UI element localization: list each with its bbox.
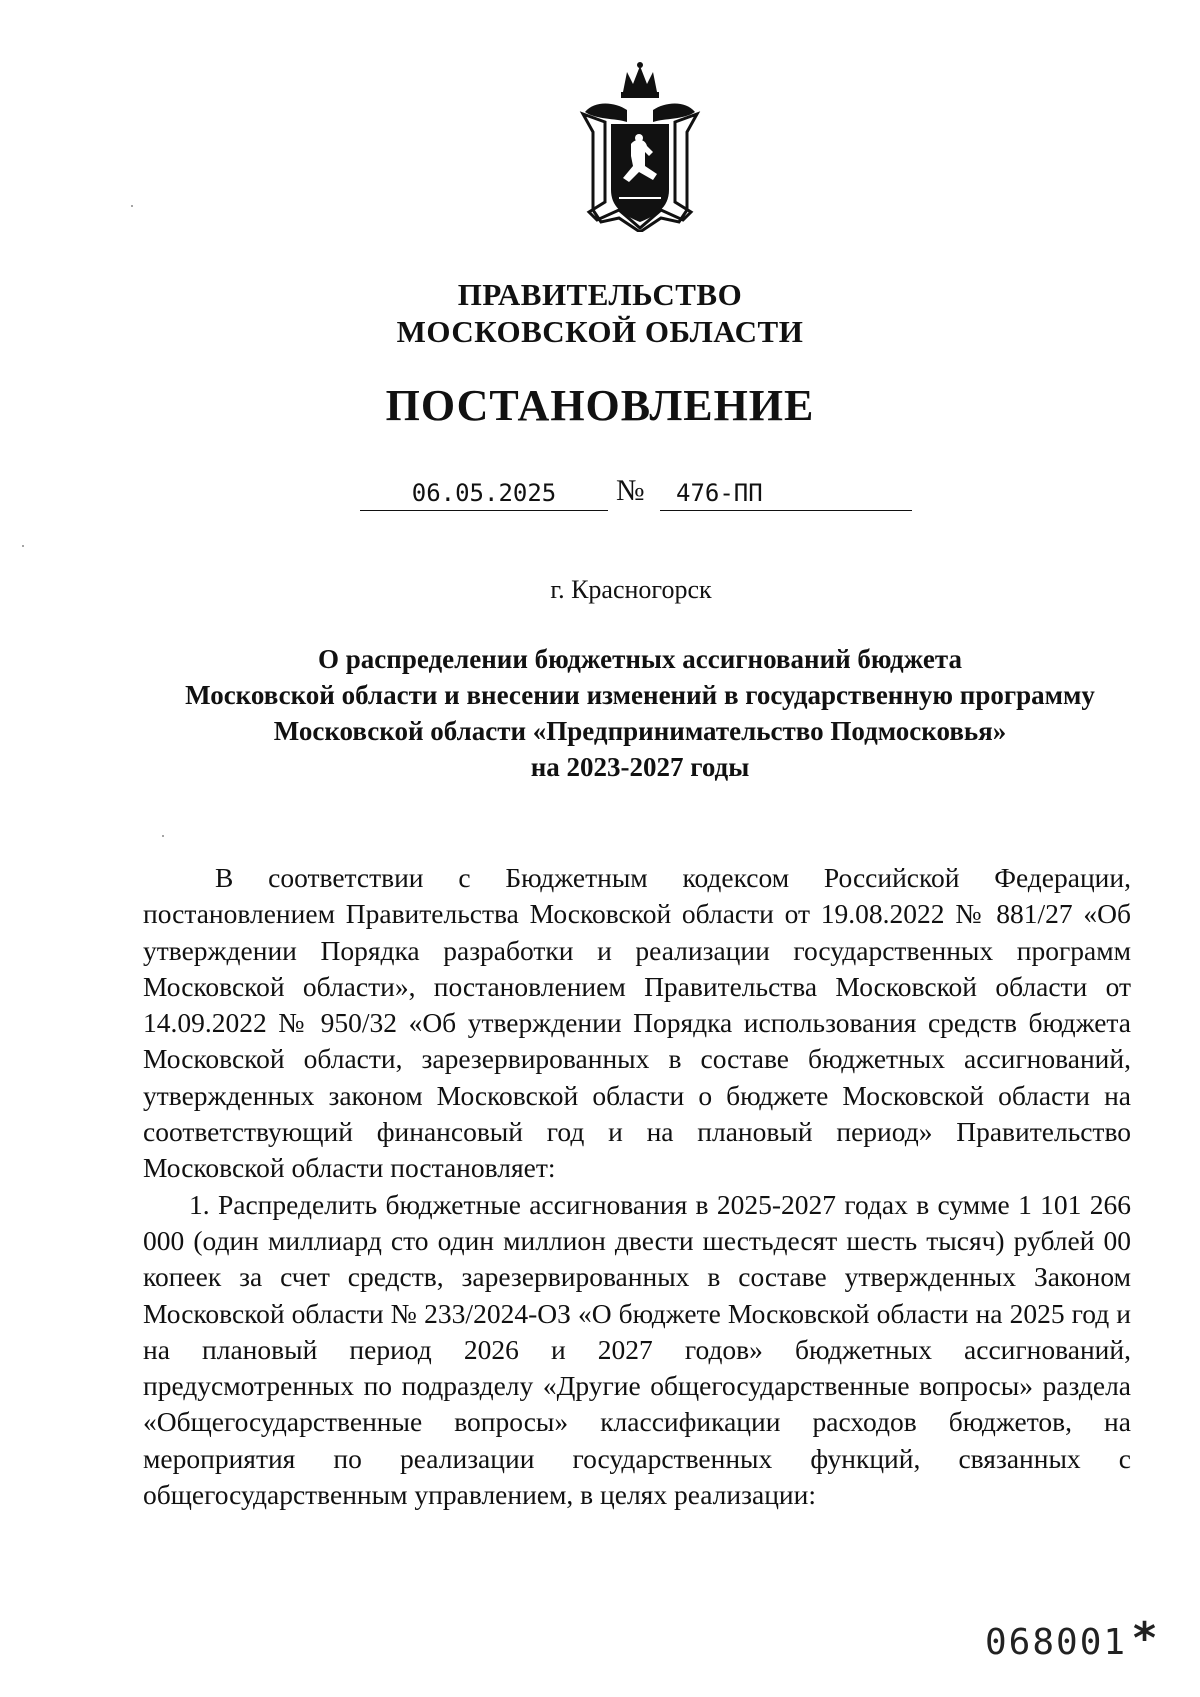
org-name-line1: ПРАВИТЕЛЬСТВО [457, 277, 743, 312]
subject-line: Московской области и внесении изменений в государственную программу [185, 680, 1095, 710]
document-body [143, 860, 1131, 1513]
org-name-line2: МОСКОВСКОЙ ОБЛАСТИ [396, 314, 804, 349]
item-1-paragraph: 1. Распределить бюджетные ассигнования в 2025-2027 годах в сумме 1 101 266 000 (один миллиард сто один миллион двести шестьдесят шесть тысяч) рублей 00 копеек за счет средств, зарезервированных в составе утвержденных Законом Московской области № 233/2024-ОЗ «О бюджете Московской области на 2025 год и на плановый период 2026 и 2027 годов» бюджетных ассигнований, предусмотренных по подразделу «Другие общегосударственные вопросы» раздела «Общегосударственные вопросы» классификации расходов бюджетов, на мероприятия по реализации государственных функций, связанных с общегосударственным управлением, в целях реализации: [143, 1188, 1131, 1511]
subject-line: на 2023-2027 годы [530, 752, 750, 782]
scan-speck [131, 205, 133, 207]
scan-speck [162, 835, 164, 837]
document-date: 06.05.2025 [411, 479, 557, 507]
document-subject [150, 641, 1130, 785]
city-name: г. Красногорск [550, 575, 712, 604]
document-type-title: ПОСТАНОВЛЕНИЕ [385, 381, 815, 430]
subject-line: О распределении бюджетных ассигнований бюджета [318, 644, 962, 674]
document-date-field [360, 478, 608, 511]
subject-line: Московской области «Предпринимательство Подмосковья» [273, 716, 1007, 746]
document-number: 476-ПП [676, 479, 763, 507]
document-number-field [660, 478, 912, 511]
document-serial-code: 068001 [985, 1622, 1128, 1663]
scan-speck [22, 545, 24, 547]
asterisk-mark: * [1133, 1613, 1157, 1664]
coat-of-arms-icon [575, 62, 705, 232]
number-sign: № [616, 474, 645, 507]
preamble-paragraph: В соответствии с Бюджетным кодексом Российской Федерации, постановлением Правительства Московской области от 19.08.2022 № 881/27 «Об утверждении Порядка разработки и реализации государственных программ Московской области», постановлением Правительства Московской области от 14.09.2022 № 950/32 «Об утверждении Порядка использования средств бюджета Московской области, зарезервированных в составе бюджетных ассигнований, утвержденных законом Московской области о бюджете Московской области на соответствующий финансовый год и на плановый период» Правительство Московской области постановляет: [143, 862, 1131, 1184]
